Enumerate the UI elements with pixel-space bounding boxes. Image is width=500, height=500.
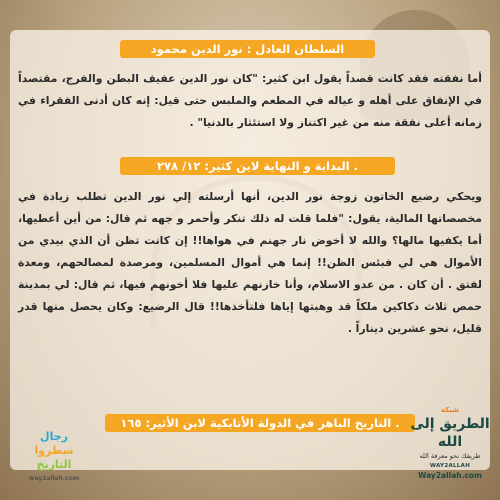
title-tag: السلطان العادل : نور الدين محمود bbox=[120, 40, 375, 58]
brand-logo-site: Way2allah.com bbox=[418, 471, 482, 480]
paragraph-expenditure: أما نفقته فقد كانت قصداً يقول ابن كثير: "كان نور الدين عفيف البطن والفرج، مقتصداً في الإنفاق على أهله و عياله في المطعم والملبس حتى قيل: إنه كان أدنى الفقراء في زمانه أعلى نفقة منه من غير اكتناز ولا استئثار بالدنيا" . bbox=[18, 72, 482, 129]
source-tag-ibn-kathir: البداية و النهاية لابن كثير: ١٢/ ٢٧٨ . bbox=[120, 157, 395, 175]
series-logo-line1: رجال bbox=[40, 430, 68, 443]
series-logo-line3: التاريخ bbox=[36, 458, 72, 471]
source-tag-ibn-athir: التاريخ الباهر في الدولة الأتابكية لابن الأثير: ١٦٥ . bbox=[105, 414, 415, 432]
series-logo-site: way2allah.com bbox=[28, 475, 80, 482]
series-logo bbox=[18, 430, 90, 490]
brand-logo-english: WAY2ALLAH bbox=[429, 463, 471, 469]
brand-logo-name: الطريق إلى الله bbox=[410, 416, 490, 450]
brand-logo bbox=[408, 405, 492, 490]
paragraph-story: ويحكي رضيع الخاتون زوجة نور الدين، أنها أرسلته إلي نور الدين تطلب زيادة في مخصصاتها المالية، يقول: "فلما قلت له ذلك تنكر وأحمر و جهه ثم قال: من أين أعطيها، أما يكفيها مالها؟ والله لا أخوض نار جهنم في هواها!! إن كانت تظن أن الذي بيدي من الأموال هي لي فبئس الظن!! إنما هي أموال المسلمين، ومرصدة لمصالحهم، ومعدة لفتق . أن كان . من عدو الاسلام، وأنا خازنهم عليها فلا أخونهم فيها، ثم قال: لي بمدينة حمص ثلاث دكاكين ملكاً قد وهبتها إياها فلتأخذها!! قال الرضيع: وكان يحصل منها قدر قليل، نحو عشرين ديناراً . bbox=[18, 190, 482, 335]
brand-logo-network: شبكة bbox=[440, 406, 460, 414]
brand-logo-slogan: طريقك نحو معرفة الله bbox=[419, 452, 481, 460]
series-logo-line2: سطروا bbox=[34, 444, 74, 457]
